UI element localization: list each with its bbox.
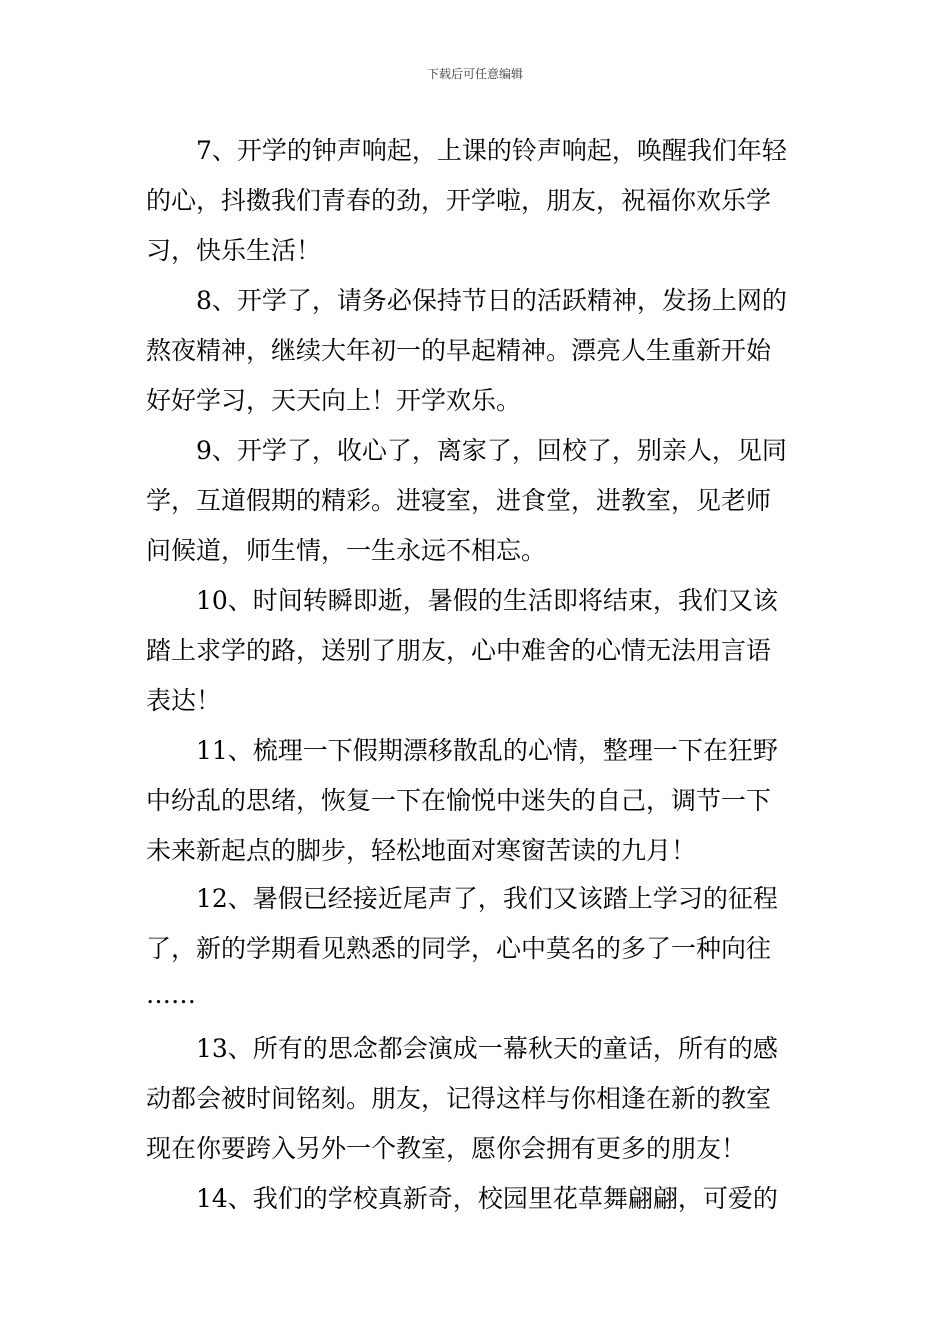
text-line: 中纷乱的思绪，恢复一下在愉悦中迷失的自己，调节一下 bbox=[146, 786, 772, 815]
text-line: 好好学习，天天向上！开学欢乐。 bbox=[146, 386, 522, 415]
text-line: 现在你要跨入另外一个教室，愿你会拥有更多的朋友！ bbox=[146, 1134, 747, 1163]
text-line: 未来新起点的脚步，轻松地面对寒窗苦读的九月！ bbox=[146, 836, 697, 865]
text-line: 动都会被时间铭刻。朋友，记得这样与你相逢在新的教室 bbox=[146, 1084, 772, 1113]
text-line: 13、所有的思念都会演成一幕秋天的童话，所有的感 bbox=[196, 1034, 778, 1063]
text-line: 学，互道假期的精彩。进寝室，进食堂，进教室，见老师 bbox=[146, 486, 772, 515]
text-line: 熬夜精神，继续大年初一的早起精神。漂亮人生重新开始 bbox=[146, 336, 772, 365]
text-line: 问候道，师生情，一生永远不相忘。 bbox=[146, 536, 547, 565]
text-line: 的心，抖擞我们青春的劲，开学啦，朋友，祝福你欢乐学 bbox=[146, 186, 772, 215]
text-line: 8、开学了，请务必保持节日的活跃精神，发扬上网的 bbox=[196, 286, 787, 315]
text-line: 踏上求学的路，送别了朋友，心中难舍的心情无法用言语 bbox=[146, 636, 772, 665]
text-line: 7、开学的钟声响起，上课的铃声响起，唤醒我们年轻 bbox=[196, 136, 787, 165]
text-line: 了，新的学期看见熟悉的同学，心中莫名的多了一种向往 bbox=[146, 934, 772, 963]
text-line: 9、开学了，收心了，离家了，回校了，别亲人，见同 bbox=[196, 436, 787, 465]
text-line: …… bbox=[146, 980, 196, 1009]
text-line: 11、梳理一下假期漂移散乱的心情，整理一下在狂野 bbox=[196, 736, 778, 765]
text-line: 10、时间转瞬即逝，暑假的生活即将结束，我们又该 bbox=[196, 586, 778, 615]
text-line: 12、暑假已经接近尾声了，我们又该踏上学习的征程 bbox=[196, 884, 778, 913]
text-line: 14、我们的学校真新奇，校园里花草舞翩翩，可爱的 bbox=[196, 1184, 778, 1213]
page-header: 下载后可任意编辑 bbox=[426, 67, 523, 81]
text-line: 表达！ bbox=[146, 686, 222, 715]
text-line: 习，快乐生活！ bbox=[146, 236, 322, 265]
